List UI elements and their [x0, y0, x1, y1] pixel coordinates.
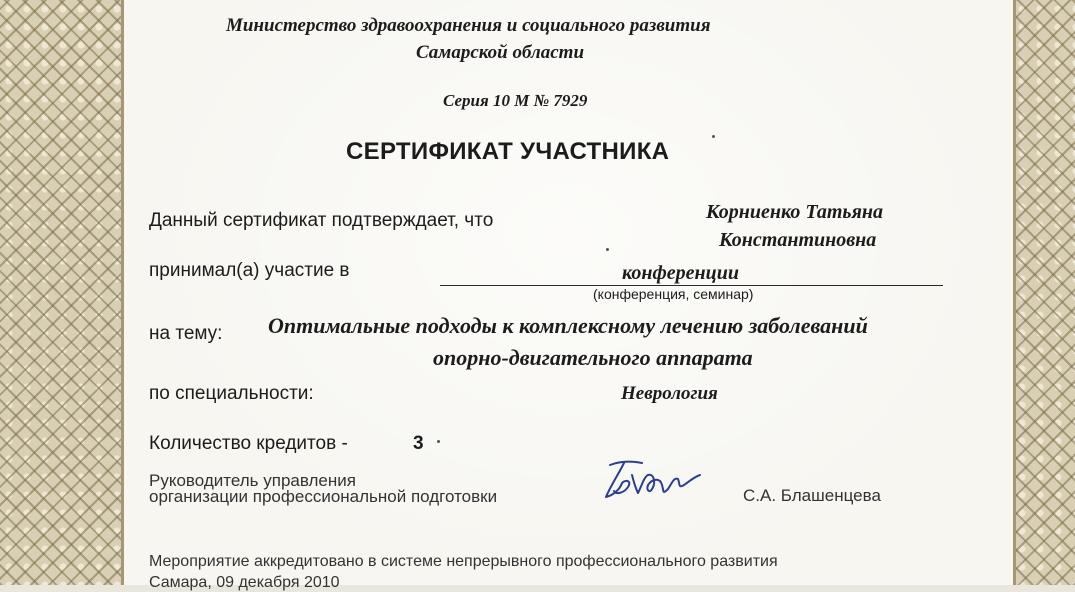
- ministry-title-line1: Министерство здравоохранения и социального развития: [226, 15, 711, 36]
- accreditation-note: Мероприятие аккредитовано в системе непрерывного профессионального развития: [149, 553, 778, 570]
- participant-name-line2: Константиновна: [719, 229, 877, 251]
- head-title-line2: организации профессиональной подготовки: [149, 487, 498, 506]
- specialty-value: Неврология: [621, 383, 718, 404]
- signer-name: С.А. Блашенцева: [743, 486, 881, 505]
- credits-label: Количество кредитов -: [149, 433, 348, 454]
- ministry-title-line2: Самарской области: [416, 42, 585, 63]
- theme-label: на тему:: [149, 323, 223, 344]
- credits-value: 3: [413, 433, 424, 454]
- ornamental-border-left: [0, 0, 124, 585]
- place-and-date: Самара, 09 декабря 2010: [149, 574, 340, 591]
- specialty-label: по специальности:: [149, 383, 314, 404]
- paper-speck: [437, 440, 440, 443]
- participation-label: принимал(а) участие в: [149, 260, 350, 281]
- handwritten-signature: [598, 455, 706, 503]
- head-title-line1: Руководитель управления: [149, 471, 356, 490]
- confirm-text: Данный сертификат подтверждает, что: [149, 210, 494, 231]
- participant-name-line1: Корниенко Татьяна: [706, 201, 883, 223]
- certificate-series: Серия 10 М № 7929: [443, 91, 588, 110]
- theme-line1: Оптимальные подходы к комплексному лечению заболеваний: [268, 313, 868, 338]
- paper-speck: [606, 248, 609, 251]
- event-type-hint: (конференция, семинар): [593, 286, 754, 302]
- certificate-title: СЕРТИФИКАТ УЧАСТНИКА: [346, 138, 670, 165]
- paper-speck: [712, 135, 715, 138]
- ornamental-border-right: [1013, 0, 1075, 585]
- theme-line2: опорно-двигательного аппарата: [433, 345, 753, 370]
- event-type-value: конференции: [622, 262, 740, 284]
